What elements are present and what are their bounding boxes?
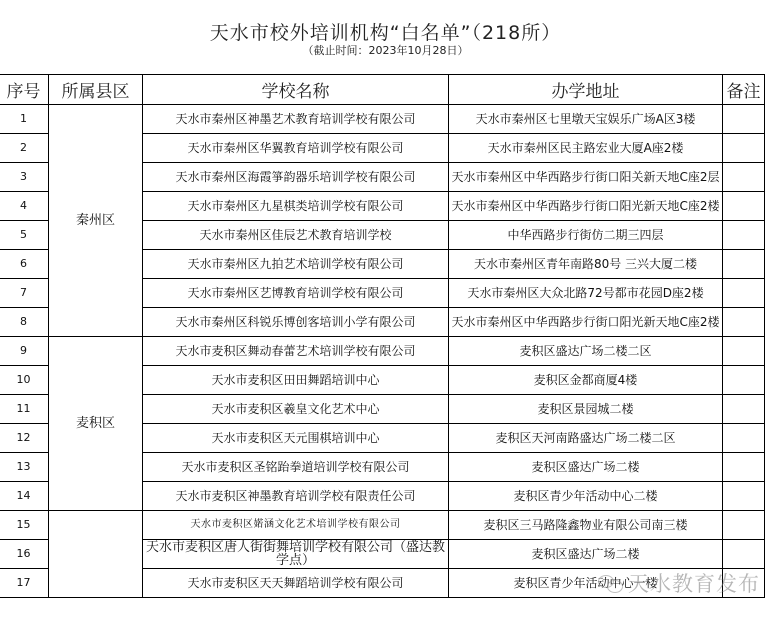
note-cell <box>723 134 765 163</box>
watermark-text: 天水教育发布 <box>628 572 760 596</box>
watermark <box>598 568 760 598</box>
row-serial: 11 <box>0 395 49 424</box>
note-cell <box>723 453 765 482</box>
table-row <box>0 337 765 366</box>
header-note: 备注 <box>723 75 765 105</box>
note-cell <box>723 482 765 511</box>
school-name: 天水市麦积区羲皇文化艺术中心 <box>143 395 449 424</box>
school-name: 天水市秦州区华翼教育培训学校有限公司 <box>143 134 449 163</box>
row-serial: 16 <box>0 540 49 569</box>
district-cell-qinzhou: 秦州区 <box>49 105 143 337</box>
school-name: 天水市秦州区神墨艺术教育培训学校有限公司 <box>143 105 449 134</box>
school-address: 天水市秦州区中华西路步行街口阳关新天地C座2层 <box>449 163 723 192</box>
row-serial: 4 <box>0 192 49 221</box>
school-address: 天水市秦州区青年南路80号 三兴大厦二楼 <box>449 250 723 279</box>
school-name: 天水市秦州区艺博教育培训学校有限公司 <box>143 279 449 308</box>
school-name: 天水市麦积区唐人街街舞培训学校有限公司（盛达教学点） <box>143 540 449 569</box>
note-cell <box>723 511 765 540</box>
school-address: 麦积区盛达广场二楼二区 <box>449 337 723 366</box>
note-cell <box>723 337 765 366</box>
row-serial: 3 <box>0 163 49 192</box>
row-serial: 9 <box>0 337 49 366</box>
table-row <box>0 511 765 540</box>
note-cell <box>723 424 765 453</box>
school-name: 天水市秦州区佳辰艺术教育培训学校 <box>143 221 449 250</box>
school-address: 麦积区金都商厦4楼 <box>449 366 723 395</box>
header-serial: 序号 <box>0 75 49 105</box>
note-cell <box>723 250 765 279</box>
note-cell <box>723 192 765 221</box>
document-title: 天水市校外培训机构“白名单”（218所） <box>209 22 562 44</box>
header-district: 所属县区 <box>49 75 143 105</box>
row-serial: 6 <box>0 250 49 279</box>
note-cell <box>723 395 765 424</box>
school-name: 天水市麦积区婼涵文化艺术培训学校有限公司 <box>143 511 449 540</box>
school-name: 天水市秦州区九拍艺术培训学校有限公司 <box>143 250 449 279</box>
note-cell <box>723 105 765 134</box>
school-address: 麦积区三马路隆鑫物业有限公司南三楼 <box>449 511 723 540</box>
note-cell <box>723 308 765 337</box>
school-address: 天水市秦州区中华西路步行街口阳光新天地C座2楼 <box>449 192 723 221</box>
row-serial: 1 <box>0 105 49 134</box>
row-serial: 15 <box>0 511 49 540</box>
school-address: 麦积区景园城二楼 <box>449 395 723 424</box>
wechat-icon <box>598 573 624 593</box>
school-address: 天水市秦州区大众北路72号都市花园D座2楼 <box>449 279 723 308</box>
row-serial: 12 <box>0 424 49 453</box>
note-cell <box>723 540 765 569</box>
district-cell-maiji: 麦积区 <box>49 337 143 511</box>
school-name: 天水市秦州区科锐乐博创客培训小学有限公司 <box>143 308 449 337</box>
school-name: 天水市麦积区田田舞蹈培训中心 <box>143 366 449 395</box>
row-serial: 10 <box>0 366 49 395</box>
school-name: 天水市麦积区天元围棋培训中心 <box>143 424 449 453</box>
school-address: 天水市秦州区中华西路步行街口阳光新天地C座2楼 <box>449 308 723 337</box>
school-name: 天水市麦积区舞动春蕾艺术培训学校有限公司 <box>143 337 449 366</box>
row-serial: 14 <box>0 482 49 511</box>
school-address: 麦积区青少年活动中心二楼 <box>449 482 723 511</box>
row-serial: 13 <box>0 453 49 482</box>
note-cell <box>723 279 765 308</box>
school-name: 天水市麦积区天天舞蹈培训学校有限公司 <box>143 569 449 598</box>
header-address: 办学地址 <box>449 75 723 105</box>
row-serial: 8 <box>0 308 49 337</box>
school-name: 天水市麦积区神墨教育培训学校有限责任公司 <box>143 482 449 511</box>
district-cell-maiji-continued <box>49 511 143 598</box>
whitelist-table <box>0 74 765 598</box>
document-subtitle: （截止时间：2023年10月28日） <box>302 44 469 57</box>
note-cell <box>723 366 765 395</box>
table-row <box>0 105 765 134</box>
row-serial: 7 <box>0 279 49 308</box>
note-cell <box>723 163 765 192</box>
school-address: 天水市秦州区民主路宏业大厦A座2楼 <box>449 134 723 163</box>
row-serial: 17 <box>0 569 49 598</box>
row-serial: 2 <box>0 134 49 163</box>
school-name: 天水市秦州区九星棋类培训学校有限公司 <box>143 192 449 221</box>
school-address: 麦积区天河南路盛达广场二楼二区 <box>449 424 723 453</box>
school-address: 麦积区青少年活动中心一楼 <box>449 569 723 598</box>
header-school-name: 学校名称 <box>143 75 449 105</box>
note-cell <box>723 221 765 250</box>
school-address: 麦积区盛达广场二楼 <box>449 453 723 482</box>
school-name: 天水市麦积区圣铭跆拳道培训学校有限公司 <box>143 453 449 482</box>
school-name: 天水市秦州区海霞箏韵器乐培训学校有限公司 <box>143 163 449 192</box>
school-address: 中华西路步行街仿二期三四层 <box>449 221 723 250</box>
school-address: 天水市秦州区七里墩天宝娱乐广场A区3楼 <box>449 105 723 134</box>
school-address: 麦积区盛达广场二楼 <box>449 540 723 569</box>
table-header-row <box>0 75 765 105</box>
row-serial: 5 <box>0 221 49 250</box>
